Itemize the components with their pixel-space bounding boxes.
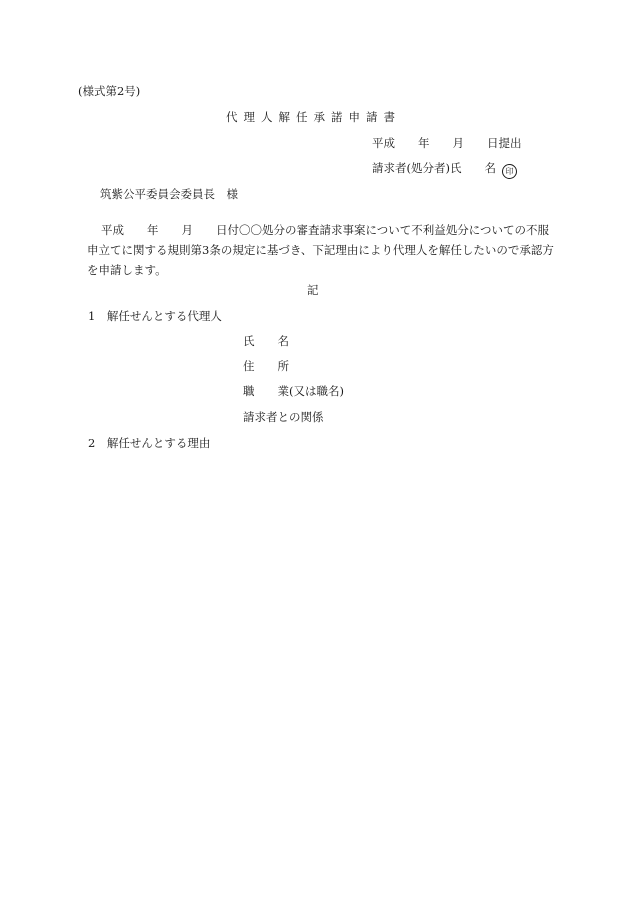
- requester-label: 請求者(処分者)氏 名: [372, 161, 496, 175]
- field-relation: 請求者との関係: [243, 410, 324, 424]
- document-title: 代理人解任承諾申請書: [226, 110, 401, 124]
- seal-icon: 印: [502, 164, 517, 179]
- ki-heading: 記: [307, 283, 319, 297]
- item-2-heading: 2 解任せんとする理由: [88, 436, 211, 450]
- request-body: [87, 220, 557, 280]
- submission-date: 平成 年 月 日提出: [372, 136, 522, 150]
- requester-line: [372, 163, 517, 179]
- item-1-heading: 1 解任せんとする代理人: [88, 309, 222, 323]
- addressee: 筑紫公平委員会委員長 様: [100, 187, 238, 201]
- request-body-text: 平成 年 月 日付〇〇処分の審査請求事案について不利益処分についての不服申立てに関する規則第3条の規定に基づき、下記理由により代理人を解任したいので承認方を申請します。: [87, 223, 554, 277]
- form-number: (様式第2号): [78, 84, 141, 98]
- field-name: 氏 名: [243, 334, 289, 348]
- field-occupation: 職 業(又は職名): [243, 384, 344, 398]
- field-address: 住 所: [243, 359, 289, 373]
